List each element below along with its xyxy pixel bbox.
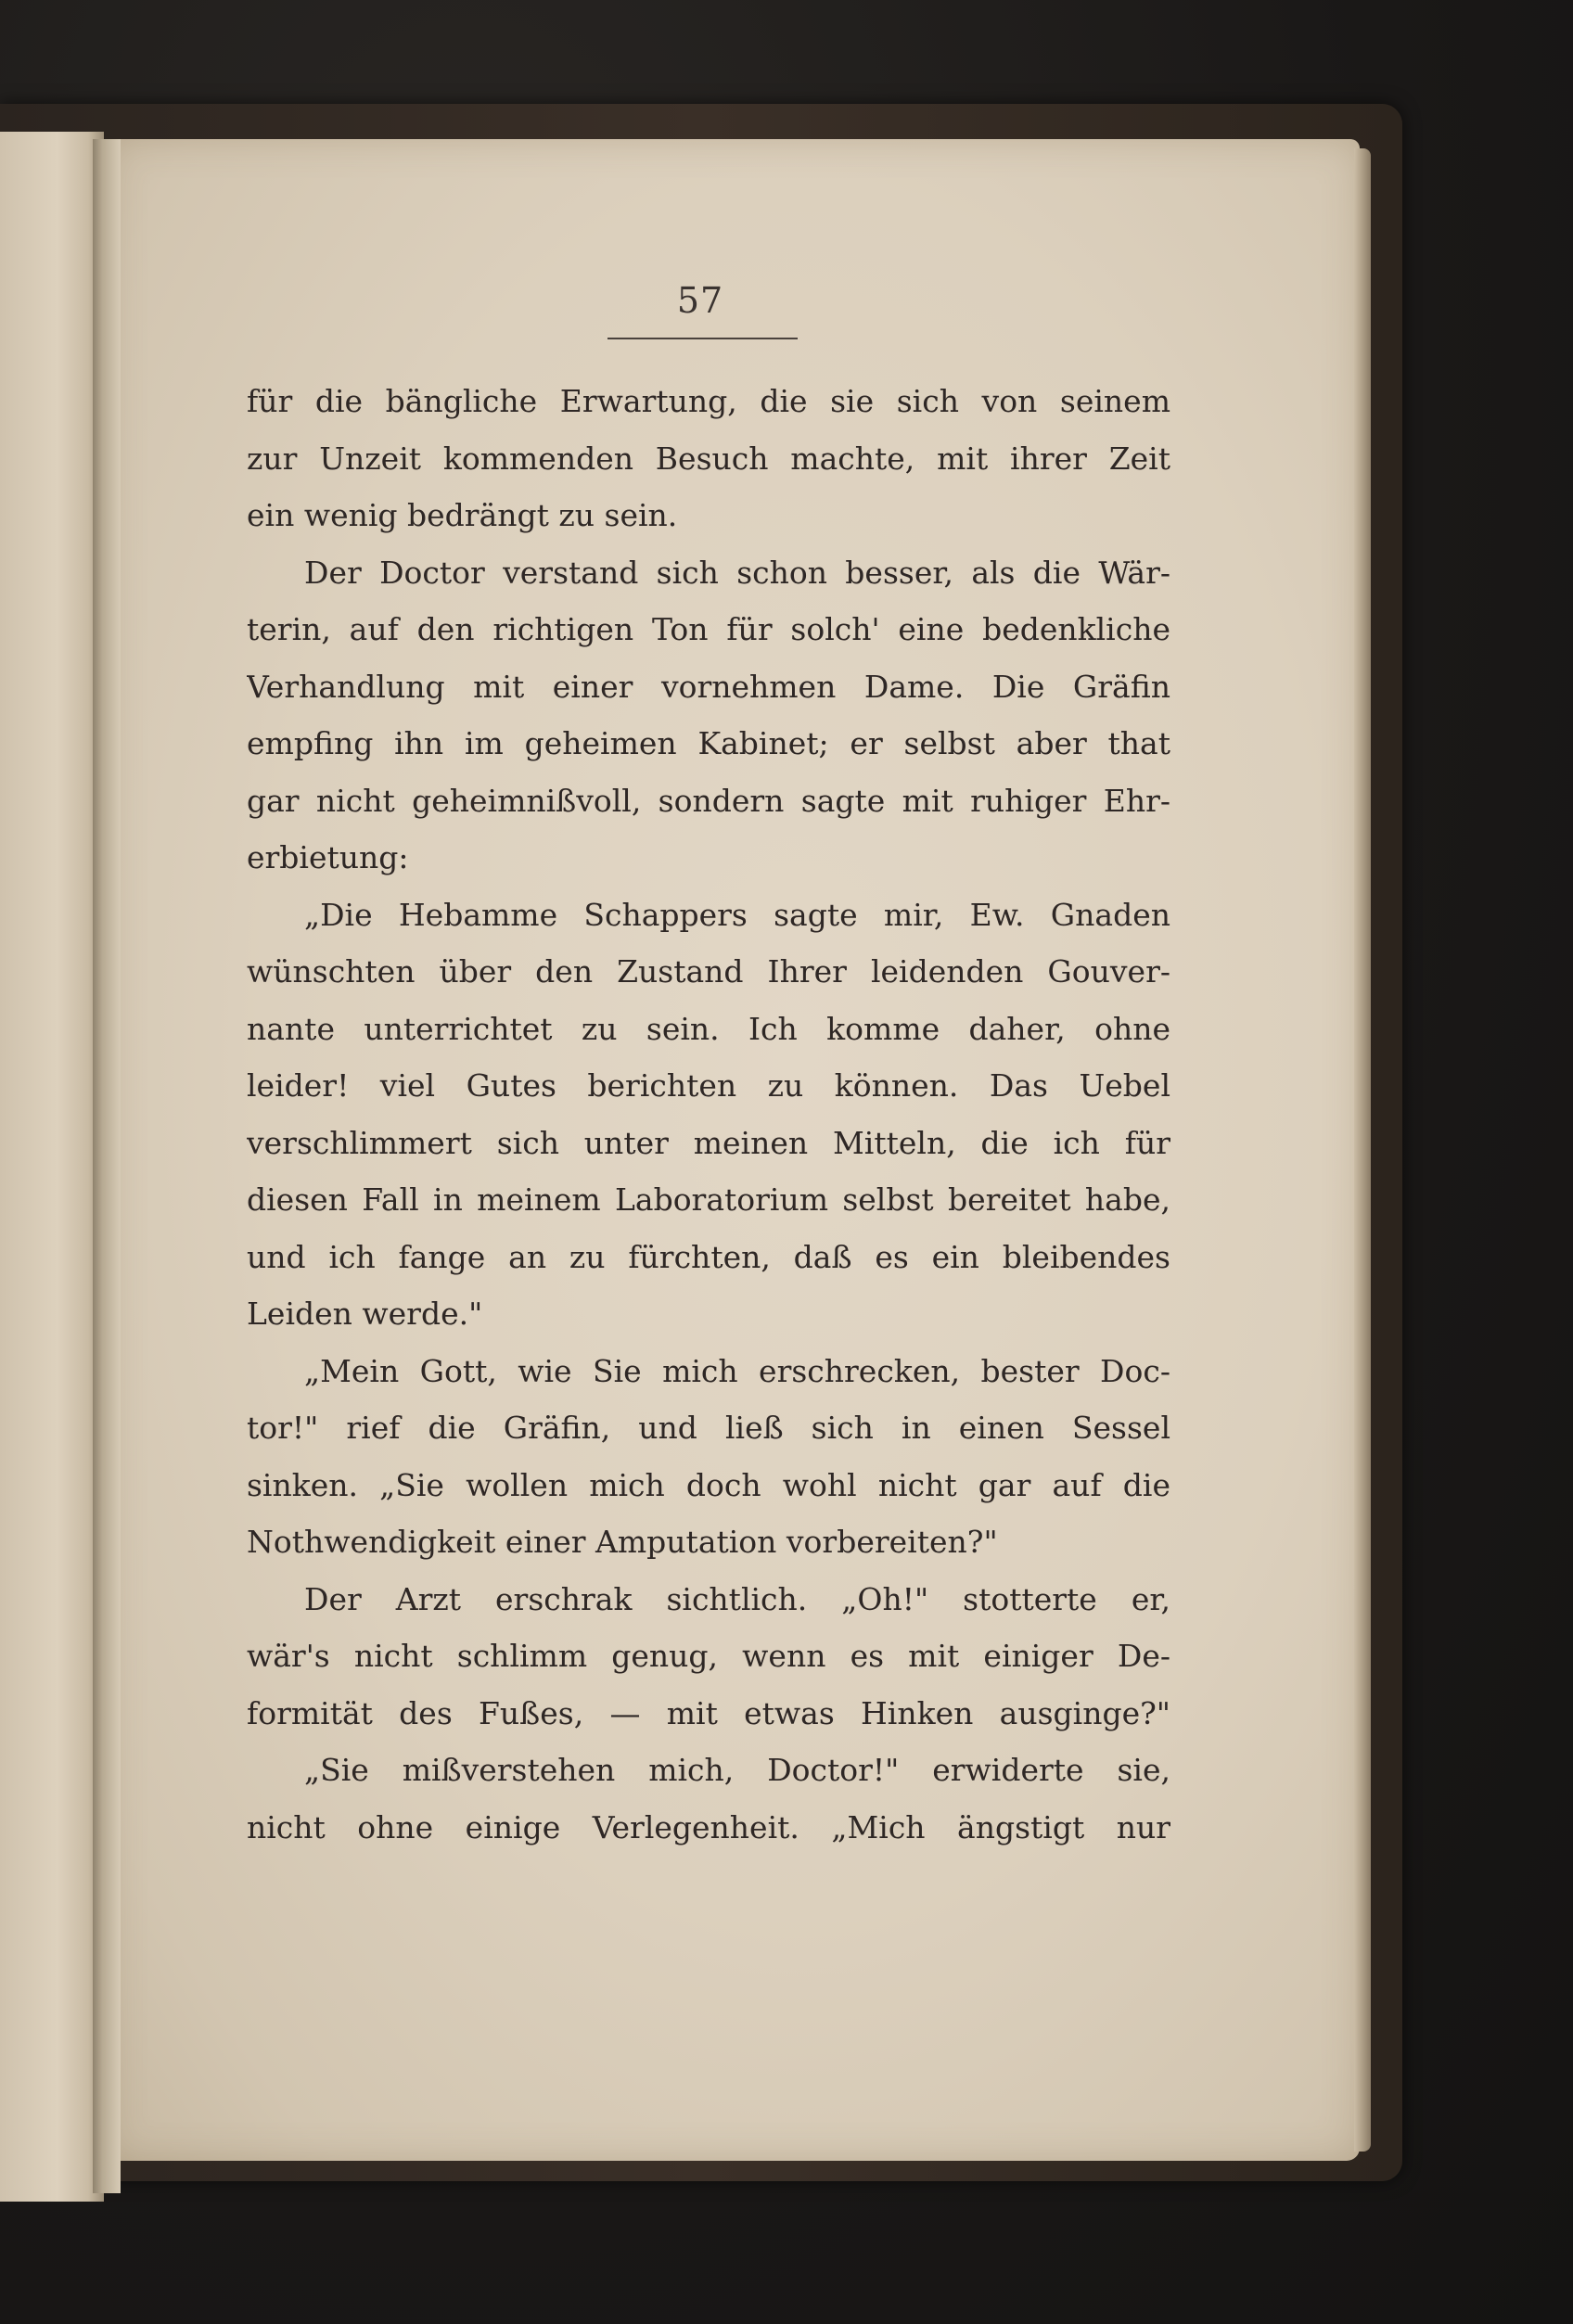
text-line: diesen Fall in meinem Laboratorium selbst bereitet habe, xyxy=(247,1181,1170,1218)
page-number: 57 xyxy=(676,280,724,321)
body-text xyxy=(247,373,1170,1856)
text-line: „Die Hebamme Schappers sagte mir, Ew. Gnaden xyxy=(304,896,1170,933)
text-line: „Mein Gott, wie Sie mich erschrecken, bester Doc- xyxy=(304,1352,1170,1389)
text-line: nante unterrichtet zu sein. Ich komme daher, ohne xyxy=(247,1010,1170,1047)
text-line: wünschten über den Zustand Ihrer leidenden Gouver- xyxy=(247,953,1170,990)
text-line: zur Unzeit kommenden Besuch machte, mit ihrer Zeit xyxy=(247,440,1170,477)
page-edge xyxy=(1354,148,1371,2152)
text-line: terin, auf den richtigen Ton für solch' eine bedenkliche xyxy=(247,611,1170,647)
text-line: für die bängliche Erwartung, die sie sich von seinem xyxy=(247,383,1170,419)
text-line: gar nicht geheimnißvoll, sondern sagte mit ruhiger Ehr- xyxy=(247,782,1170,819)
book-gutter xyxy=(93,139,121,2193)
text-line: erbietung: xyxy=(247,839,409,875)
text-line: sinken. „Sie wollen mich doch wohl nicht gar auf die xyxy=(247,1466,1170,1503)
page-number-rule xyxy=(607,338,798,339)
text-line: Leiden werde." xyxy=(247,1296,483,1332)
text-line: verschlimmert sich unter meinen Mitteln, die ich für xyxy=(247,1124,1170,1161)
text-line: wär's nicht schlimm genug, wenn es mit einiger De- xyxy=(247,1638,1170,1674)
text-line: empfing ihn im geheimen Kabinet; er selbst aber that xyxy=(247,725,1170,761)
text-line: formität des Fußes, — mit etwas Hinken ausginge?" xyxy=(247,1694,1170,1731)
text-line: und ich fange an zu fürchten, daß es ein bleibendes xyxy=(247,1238,1170,1275)
text-line: leider! viel Gutes berichten zu können. Das Uebel xyxy=(247,1067,1170,1104)
text-line: Der Arzt erschrak sichtlich. „Oh!" stotterte er, xyxy=(304,1580,1170,1617)
text-line: nicht ohne einige Verlegenheit. „Mich ängstigt nur xyxy=(247,1808,1170,1845)
text-line: Der Doctor verstand sich schon besser, als die Wär- xyxy=(304,554,1170,591)
text-line: „Sie mißverstehen mich, Doctor!" erwiderte sie, xyxy=(304,1752,1170,1788)
text-line: Nothwendigkeit einer Amputation vorbereiten?" xyxy=(247,1524,998,1560)
left-page-edge xyxy=(0,132,104,2202)
text-line: Verhandlung mit einer vornehmen Dame. Die Gräfin xyxy=(247,668,1170,705)
text-line: tor!" rief die Gräfin, und ließ sich in einen Sessel xyxy=(247,1410,1170,1446)
text-line: ein wenig bedrängt zu sein. xyxy=(247,497,678,533)
